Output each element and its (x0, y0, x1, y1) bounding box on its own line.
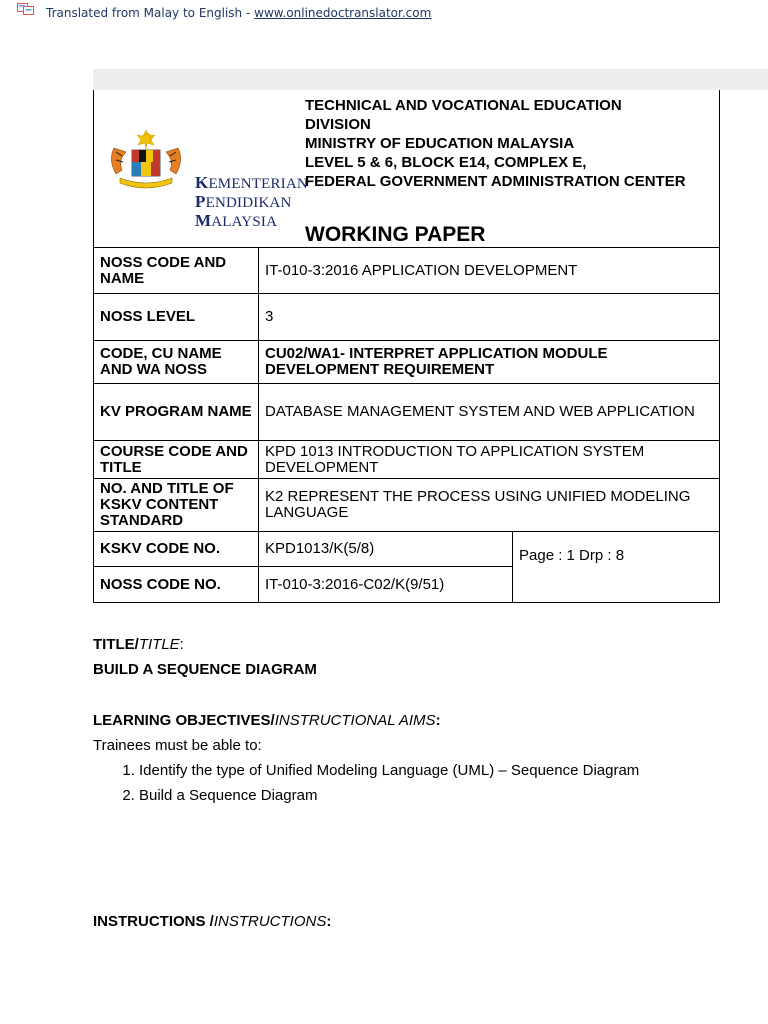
page-counter: Page : 1 Drp : 8 (513, 532, 720, 603)
list-item: 1. Identify the type of Unified Modeling Language (UML) – Sequence Diagram (139, 758, 659, 783)
row-label: COURSE CODE AND TITLE (94, 441, 259, 479)
list-item: 2. Build a Sequence Diagram (139, 783, 659, 808)
address-line: TECHNICAL AND VOCATIONAL EDUCATION (305, 97, 622, 114)
banner-prefix: Translated from Malay to English - (46, 6, 255, 20)
row-label: CODE, CU NAME AND WA NOSS (94, 341, 259, 384)
row-label: NOSS CODE AND NAME (94, 248, 259, 294)
row-value: 3 (259, 294, 720, 341)
address-line: FEDERAL GOVERNMENT ADMINISTRATION CENTER (305, 173, 686, 190)
table-row (94, 441, 720, 479)
objectives-heading: LEARNING OBJECTIVES/INSTRUCTIONAL AIMS: (93, 712, 441, 729)
page-band (93, 69, 768, 90)
title-text: BUILD A SEQUENCE DIAGRAM (93, 661, 317, 678)
row-value: IT-010-3:2016-C02/K(9/51) (259, 567, 513, 603)
title-heading: TITLE/TITLE: (93, 636, 184, 653)
row-label: NO. AND TITLE OF KSKV CONTENT STANDARD (94, 479, 259, 532)
document-header (93, 90, 720, 248)
row-label: KSKV CODE NO. (94, 532, 259, 567)
division-address (305, 96, 686, 191)
table-row (94, 248, 720, 294)
translation-banner (0, 0, 768, 28)
row-value: CU02/WA1- INTERPRET APPLICATION MODULE DEVELOPMENT REQUIREMENT (259, 341, 720, 384)
table-row (94, 384, 720, 441)
table-row (94, 479, 720, 532)
translator-link[interactable]: www.onlinedoctranslator.com (254, 6, 432, 20)
address-line: DIVISION (305, 116, 371, 133)
document-title: WORKING PAPER (305, 223, 486, 246)
table-row (94, 294, 720, 341)
ministry-name: KEMENTERIAN PENDIDIKAN MALAYSIA (195, 173, 308, 230)
ministry-logo (102, 128, 308, 230)
row-value: K2 REPRESENT THE PROCESS USING UNIFIED MODELING LANGUAGE (259, 479, 720, 532)
translate-icon (17, 3, 35, 15)
objectives-section (93, 708, 441, 758)
banner-text (46, 6, 431, 20)
address-line: MINISTRY OF EDUCATION MALAYSIA (305, 135, 575, 152)
row-label: KV PROGRAM NAME (94, 384, 259, 441)
table-row (94, 341, 720, 384)
address-line: LEVEL 5 & 6, BLOCK E14, COMPLEX E, (305, 154, 587, 171)
row-value: KPD 1013 INTRODUCTION TO APPLICATION SYSTEM DEVELOPMENT (259, 441, 720, 479)
row-value: IT-010-3:2016 APPLICATION DEVELOPMENT (259, 248, 720, 294)
course-info-table (93, 247, 720, 603)
coat-of-arms-icon (102, 128, 190, 190)
title-section (93, 632, 317, 682)
row-label: NOSS CODE NO. (94, 567, 259, 603)
objectives-intro: Trainees must be able to: (93, 737, 262, 754)
row-value: DATABASE MANAGEMENT SYSTEM AND WEB APPLICATION (259, 384, 720, 441)
instructions-heading: INSTRUCTIONS /INSTRUCTIONS: (93, 913, 332, 930)
objectives-list (93, 758, 659, 808)
row-label: NOSS LEVEL (94, 294, 259, 341)
table-row (94, 532, 720, 567)
row-value: KPD1013/K(5/8) (259, 532, 513, 567)
